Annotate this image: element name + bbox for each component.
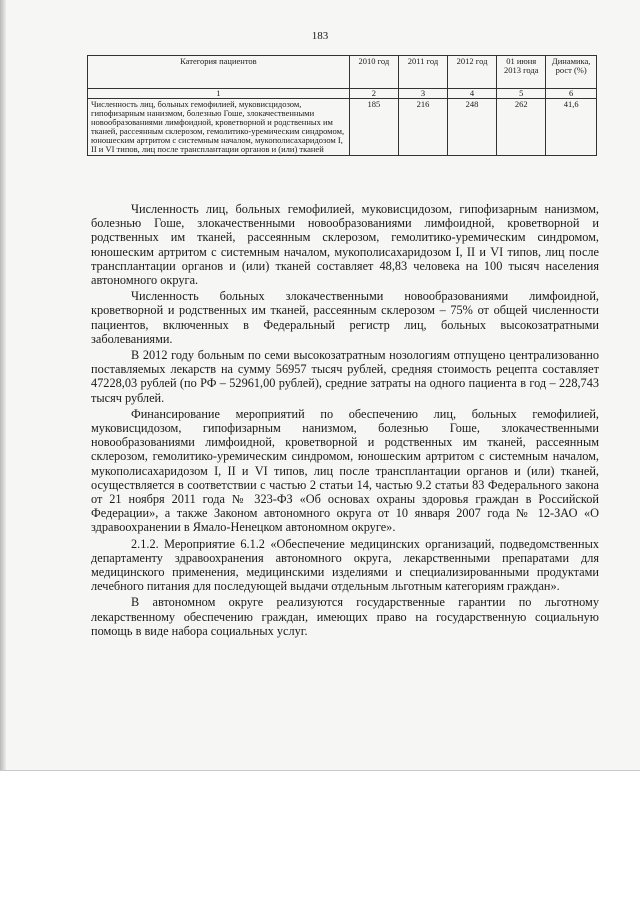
page-number: 183	[311, 30, 329, 42]
scan-shadow-edge	[0, 0, 6, 770]
column-number: 4	[448, 89, 497, 99]
paragraph: Численность лиц, больных гемофилией, муковисцидозом, гипофизарным нанизмом, болезнью Гоше, злокачественными новообразованиями лимфоидной, кроветворной и родственных им тканей, рассеянным склерозом, гемолитико-уремическим синдромом, юношеским артритом с системным началом, мукополисахаридозом I, II и VI типов, лиц после трансплантации органов и (или) тканей составляет 48,83 человека на 100 тысяч населения автономного округа.	[91, 202, 599, 288]
header-2011: 2011 год	[398, 56, 447, 89]
header-category: Категория пациентов	[88, 56, 350, 89]
header-dynamics: Динамика, рост (%)	[546, 56, 597, 89]
paragraph: Численность больных злокачественными новообразованиями лимфоидной, кроветворной и родственных им тканей, рассеянным склерозом – 75% от общей численности пациентов, включенных в Федеральный регистр лиц, больных высокозатратными заболеваниями.	[91, 289, 599, 346]
column-number: 6	[546, 89, 597, 99]
row-category: Численность лиц, больных гемофилией, муковисцидозом, гипофизарным нанизмом, болезнью Гоше, злокачественными новообразованиями лимфоидной, кроветворной и родственных им тканей, рассеянным склерозом, гемолитико-уремическим синдромом, юношеским артритом с системным началом, мукополисахаридозом I, II и VI типов, лиц после трансплантации органов и (или) тканей	[88, 99, 350, 156]
table-header-row	[88, 56, 597, 89]
body-text	[91, 202, 599, 638]
value-june-2013: 262	[497, 99, 546, 156]
column-number: 1	[88, 89, 350, 99]
value-2012: 248	[448, 99, 497, 156]
paragraph: В автономном округе реализуются государственные гарантии по льготному лекарственному обеспечению граждан, имеющих право на государственную социальную помощь в виде набора социальных услуг.	[91, 595, 599, 638]
header-2012: 2012 год	[448, 56, 497, 89]
value-2010: 185	[349, 99, 398, 156]
column-number: 2	[349, 89, 398, 99]
header-june-2013: 01 июня 2013 года	[497, 56, 546, 89]
patients-table	[87, 55, 597, 156]
table-column-numbers-row	[88, 89, 597, 99]
paragraph: В 2012 году больным по семи высокозатратным нозологиям отпущено централизованно поставляемых лекарств на сумму 56957 тысяч рублей, средняя стоимость рецепта составляет 47228,03 рублей (по РФ – 52961,00 рублей), средние затраты на одного пациента в год – 228,743 тысяч рублей.	[91, 348, 599, 405]
table-row	[88, 99, 597, 156]
column-number: 5	[497, 89, 546, 99]
header-2010: 2010 год	[349, 56, 398, 89]
value-dynamics: 41,6	[546, 99, 597, 156]
value-2011: 216	[398, 99, 447, 156]
paragraph: 2.1.2. Мероприятие 6.1.2 «Обеспечение медицинских организаций, подведомственных департаменту здравоохранения автономного округа, лекарственными препаратами для медицинского применения, медицинскими изделиями и специализированными продуктами лечебного питания для последующей выдачи отдельным льготным категориям граждан».	[91, 536, 599, 594]
column-number: 3	[398, 89, 447, 99]
paragraph: Финансирование мероприятий по обеспечению лиц, больных гемофилией, муковисцидозом, гипофизарным нанизмом, болезнью Гоше, злокачественными новообразованиями лимфоидной, кроветворной и родственных им тканей, рассеянным склерозом, гемолитико-уремическим синдромом, юношеским артритом с системным началом, мукополисахаридозом I, II и VI типов, лиц после трансплантации органов и (или) тканей, осуществляется в соответствии с частью 2 статьи 14, частью 9.2 статьи 83 Федерального закона от 21 ноября 2011 года № 323-ФЗ «Об основах охраны здоровья граждан в Российской Федерации», а также Законом автономного округа от 10 января 2007 года № 12-ЗАО «О здравоохранении в Ямало-Ненецком автономном округе».	[91, 406, 599, 535]
